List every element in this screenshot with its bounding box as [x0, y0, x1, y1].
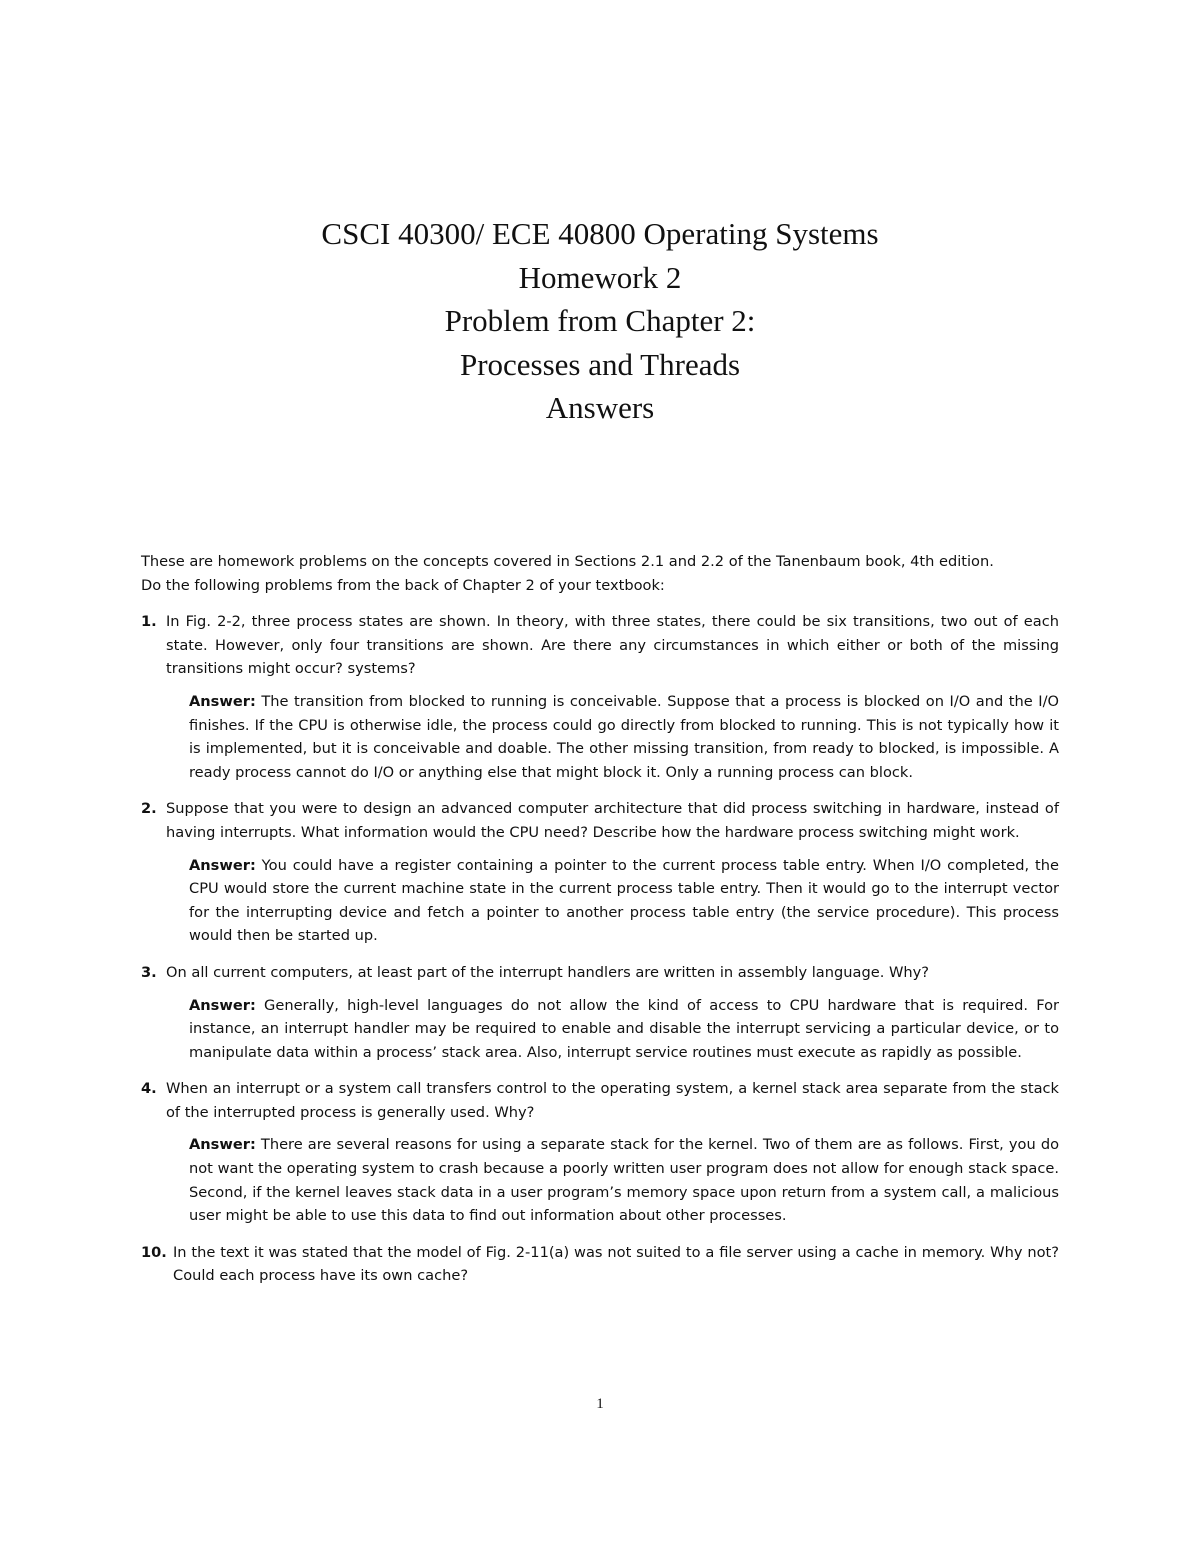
problem-question-text: When an interrupt or a system call transfers control to the operating system, a kernel stack area separate from the stack of the interrupted process is generally used. Why? [166, 1080, 1059, 1121]
problem-answer [189, 1133, 1059, 1227]
course-title: CSCI 40300/ ECE 40800 Operating Systems [321, 216, 879, 251]
problem-1 [141, 610, 1059, 784]
chapter-title: Problem from Chapter 2: [444, 303, 756, 338]
answers-title: Answers [545, 390, 655, 425]
problem-question [141, 1077, 1059, 1124]
problem-number: 3. [141, 963, 157, 981]
problem-answer [189, 854, 1059, 948]
intro-line: These are homework problems on the concepts covered in Sections 2.1 and 2.2 of the Tanenbaum book, 4th edition. [141, 553, 994, 570]
homework-title: Homework 2 [518, 259, 682, 295]
answer-label: Answer: [189, 856, 256, 874]
problem-number: 10. [141, 1243, 167, 1261]
title-block [0, 212, 1200, 430]
problem-question [141, 610, 1059, 681]
problem-number: 4. [141, 1080, 157, 1098]
document-body [141, 550, 1059, 1288]
answer-text: There are several reasons for using a separate stack for the kernel. Two of them are as follows. First, you do not want the operating system to crash because a poorly written user program does not allow for enough stack space. Second, if the kernel leaves stack data in a user program’s memory space upon return from a system call, a malicious user might be able to use this data to find out information about other processes. [189, 1136, 1060, 1225]
problem-answer [189, 994, 1059, 1065]
answer-text: The transition from blocked to running is conceivable. Suppose that a process is blocked on I/O and the I/O finishes. If the CPU is otherwise idle, the process could go directly from blocked to running. This is not typically how it is implemented, but it is conceivable and doable. The other missing transition, from ready to blocked, is impossible. A ready process cannot do I/O or anything else that might block it. Only a running process can block. [189, 692, 1060, 781]
intro-paragraph [141, 550, 1059, 597]
problem-number: 2. [141, 800, 157, 818]
problem-3 [141, 961, 1059, 1064]
problem-question-text: In Fig. 2-2, three process states are shown. In theory, with three states, there could be six transitions, two out of each state. However, only four transitions are shown. Are there any circumstances in which either or both of the missing transitions might occur? systems? [166, 613, 1059, 678]
problem-2 [141, 797, 1059, 948]
answer-label: Answer: [189, 996, 256, 1014]
answer-label: Answer: [189, 1136, 256, 1154]
problem-4 [141, 1077, 1059, 1228]
problem-question-text: In the text it was stated that the model of Fig. 2-11(a) was not suited to a file server using a cache in memory. Why not? Could each process have its own cache? [173, 1243, 1059, 1285]
problem-answer [189, 690, 1059, 784]
problem-number: 1. [141, 613, 157, 631]
intro-line: Do the following problems from the back of Chapter 2 of your textbook: [141, 576, 665, 594]
problem-question [141, 1241, 1059, 1288]
answer-label: Answer: [189, 692, 256, 710]
page-number: 1 [596, 1396, 604, 1412]
problem-question [141, 797, 1059, 844]
problem-question-text: On all current computers, at least part of the interrupt handlers are written in assembly language. Why? [166, 963, 930, 981]
problem-question [141, 961, 1059, 985]
answer-text: You could have a register containing a pointer to the current process table entry. When I/O completed, the CPU would store the current machine state in the current process table entry. Then it would go to the interrupt vector for the interrupting device and fetch a pointer to another process table entry (the service procedure). This process would then be started up. [189, 856, 1060, 945]
topic-title: Processes and Threads [459, 346, 741, 382]
problem-question-text: Suppose that you were to design an advanced computer architecture that did process switching in hardware, instead of having interrupts. What information would the CPU need? Describe how the hardware process switching might work. [166, 800, 1059, 841]
problem-10 [141, 1241, 1059, 1288]
answer-text: Generally, high-level languages do not allow the kind of access to CPU hardware that is required. For instance, an interrupt handler may be required to enable and disable the interrupt servicing a particular device, or to manipulate data within a process’ stack area. Also, interrupt service routines must execute as rapidly as possible. [189, 996, 1060, 1061]
